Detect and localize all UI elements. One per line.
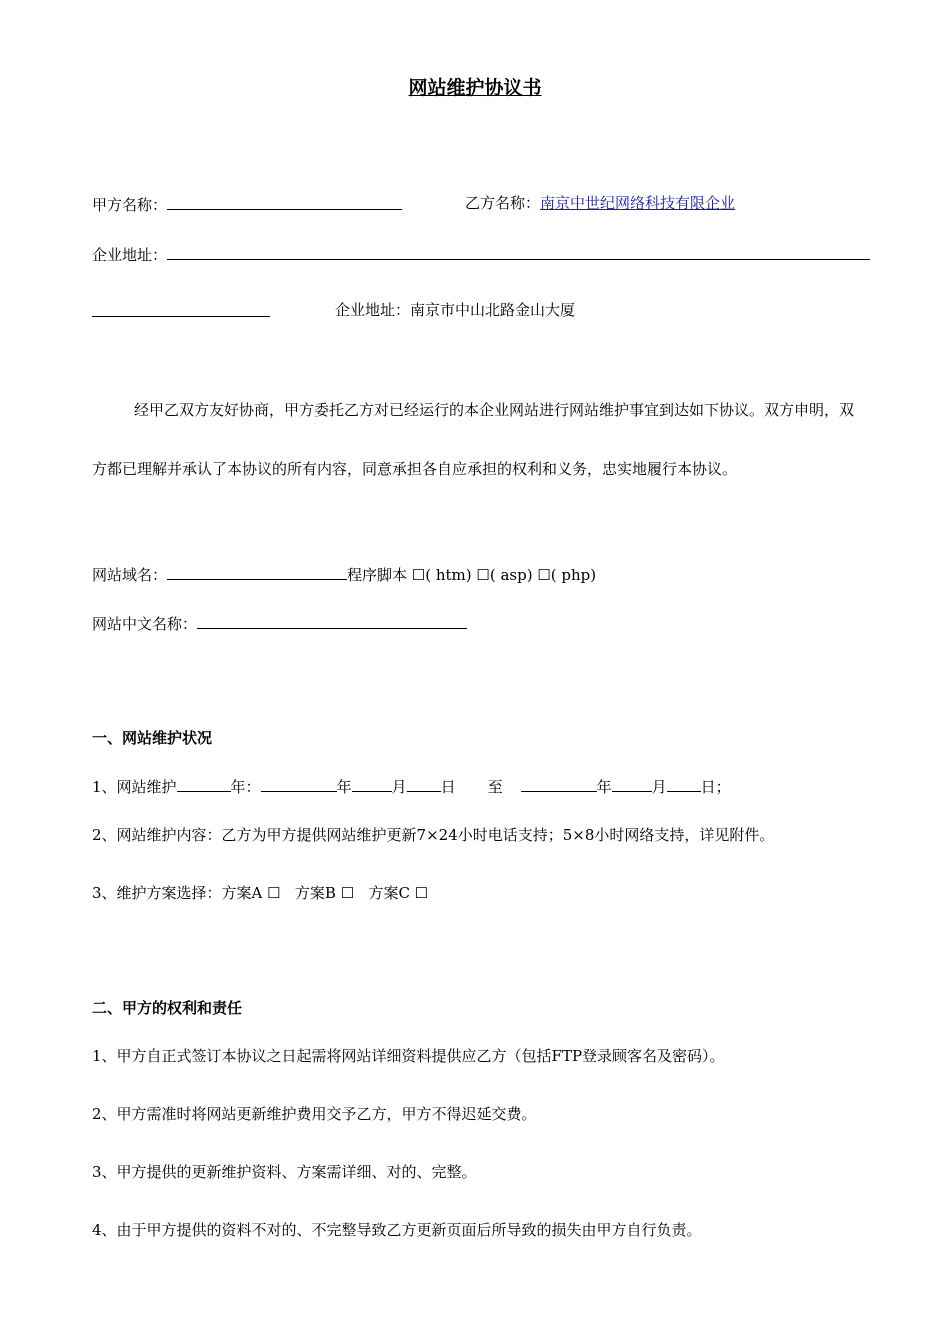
party-a-name-label: 甲方名称： [92,196,168,214]
start-day-blank[interactable] [407,775,441,792]
intro-text: 经甲乙双方友好协商，甲方委托乙方对已经运行的本企业网站进行网站维护事宜到达如下协议。双方申明，双方都已理解并承认了本协议的所有内容，同意承担各自应承担的权利和义务，忠实地履行本协议。 [92,401,855,478]
section-1-heading: 一、网站维护状况 [92,729,213,747]
party-a-item-3: 3、甲方提供的更新维护资料、方案需详细、对的、完整。 [92,1163,477,1181]
maintenance-period-row [92,775,731,797]
party-a-item-4: 4、由于甲方提供的资料不对的、不完整导致乙方更新页面后所导致的损失由甲方自行负责。 [92,1221,702,1239]
site-domain-label: 网站域名： [92,566,168,584]
party-b-address-label: 企业地址： [335,301,411,319]
document-title: 网站维护协议书 [408,77,542,99]
end-month-blank[interactable] [612,775,652,792]
site-domain-blank[interactable] [167,563,347,580]
party-b-address-value: 南京市中山北路金山大厦 [410,301,576,319]
section-2-heading: 二、甲方的权利和责任 [92,999,243,1017]
party-a-address-row [92,243,870,265]
script-options: 程序脚本 ☐( htm) ☐( asp) ☐( php) [347,566,597,584]
end-day-blank[interactable] [667,775,701,792]
end-day-label: 日； [700,778,731,796]
site-cn-name-row [92,612,467,634]
party-a-name-row [92,193,402,215]
maintenance-period-prefix: 1、网站维护 [92,778,177,796]
party-a-item-1: 1、甲方自正式签订本协议之日起需将网站详细资料提供应乙方（包括FTP登录顾客名及密码）。 [92,1047,725,1065]
party-b-name-row [465,193,735,213]
year-label: 年： [230,778,261,796]
start-year-blank[interactable] [261,775,337,792]
party-a-address-continuation [92,300,270,322]
party-a-address-blank[interactable] [167,243,870,260]
maintenance-content: 2、网站维护内容：乙方为甲方提供网站维护更新7×24小时电话支持；5×8小时网络支持，详见附件。 [92,826,775,844]
start-year-label: 年 [336,778,352,796]
intro-paragraph [92,381,862,499]
start-day-label: 日 [440,778,456,796]
site-cn-name-label: 网站中文名称： [92,615,198,633]
site-domain-row [92,563,596,585]
site-cn-name-blank[interactable] [197,612,467,629]
plan-choice: 3、维护方案选择：方案A ☐ 方案B ☐ 方案C ☐ [92,884,429,902]
end-year-label: 年 [596,778,612,796]
party-a-address-blank-2[interactable] [92,300,270,317]
to-label: 至 [487,778,503,796]
start-month-blank[interactable] [352,775,392,792]
end-month-label: 月 [651,778,667,796]
party-a-item-2: 2、甲方需准时将网站更新维护费用交予乙方，甲方不得迟延交费。 [92,1105,537,1123]
party-b-name-label: 乙方名称： [465,194,541,212]
party-b-name-link[interactable]: 南京中世纪网络科技有限企业 [540,194,736,212]
party-a-name-blank[interactable] [167,193,402,210]
party-b-address-row [335,300,575,320]
end-year-blank[interactable] [521,775,597,792]
start-month-label: 月 [391,778,407,796]
party-a-address-label: 企业地址： [92,246,168,264]
years-blank[interactable] [177,775,231,792]
